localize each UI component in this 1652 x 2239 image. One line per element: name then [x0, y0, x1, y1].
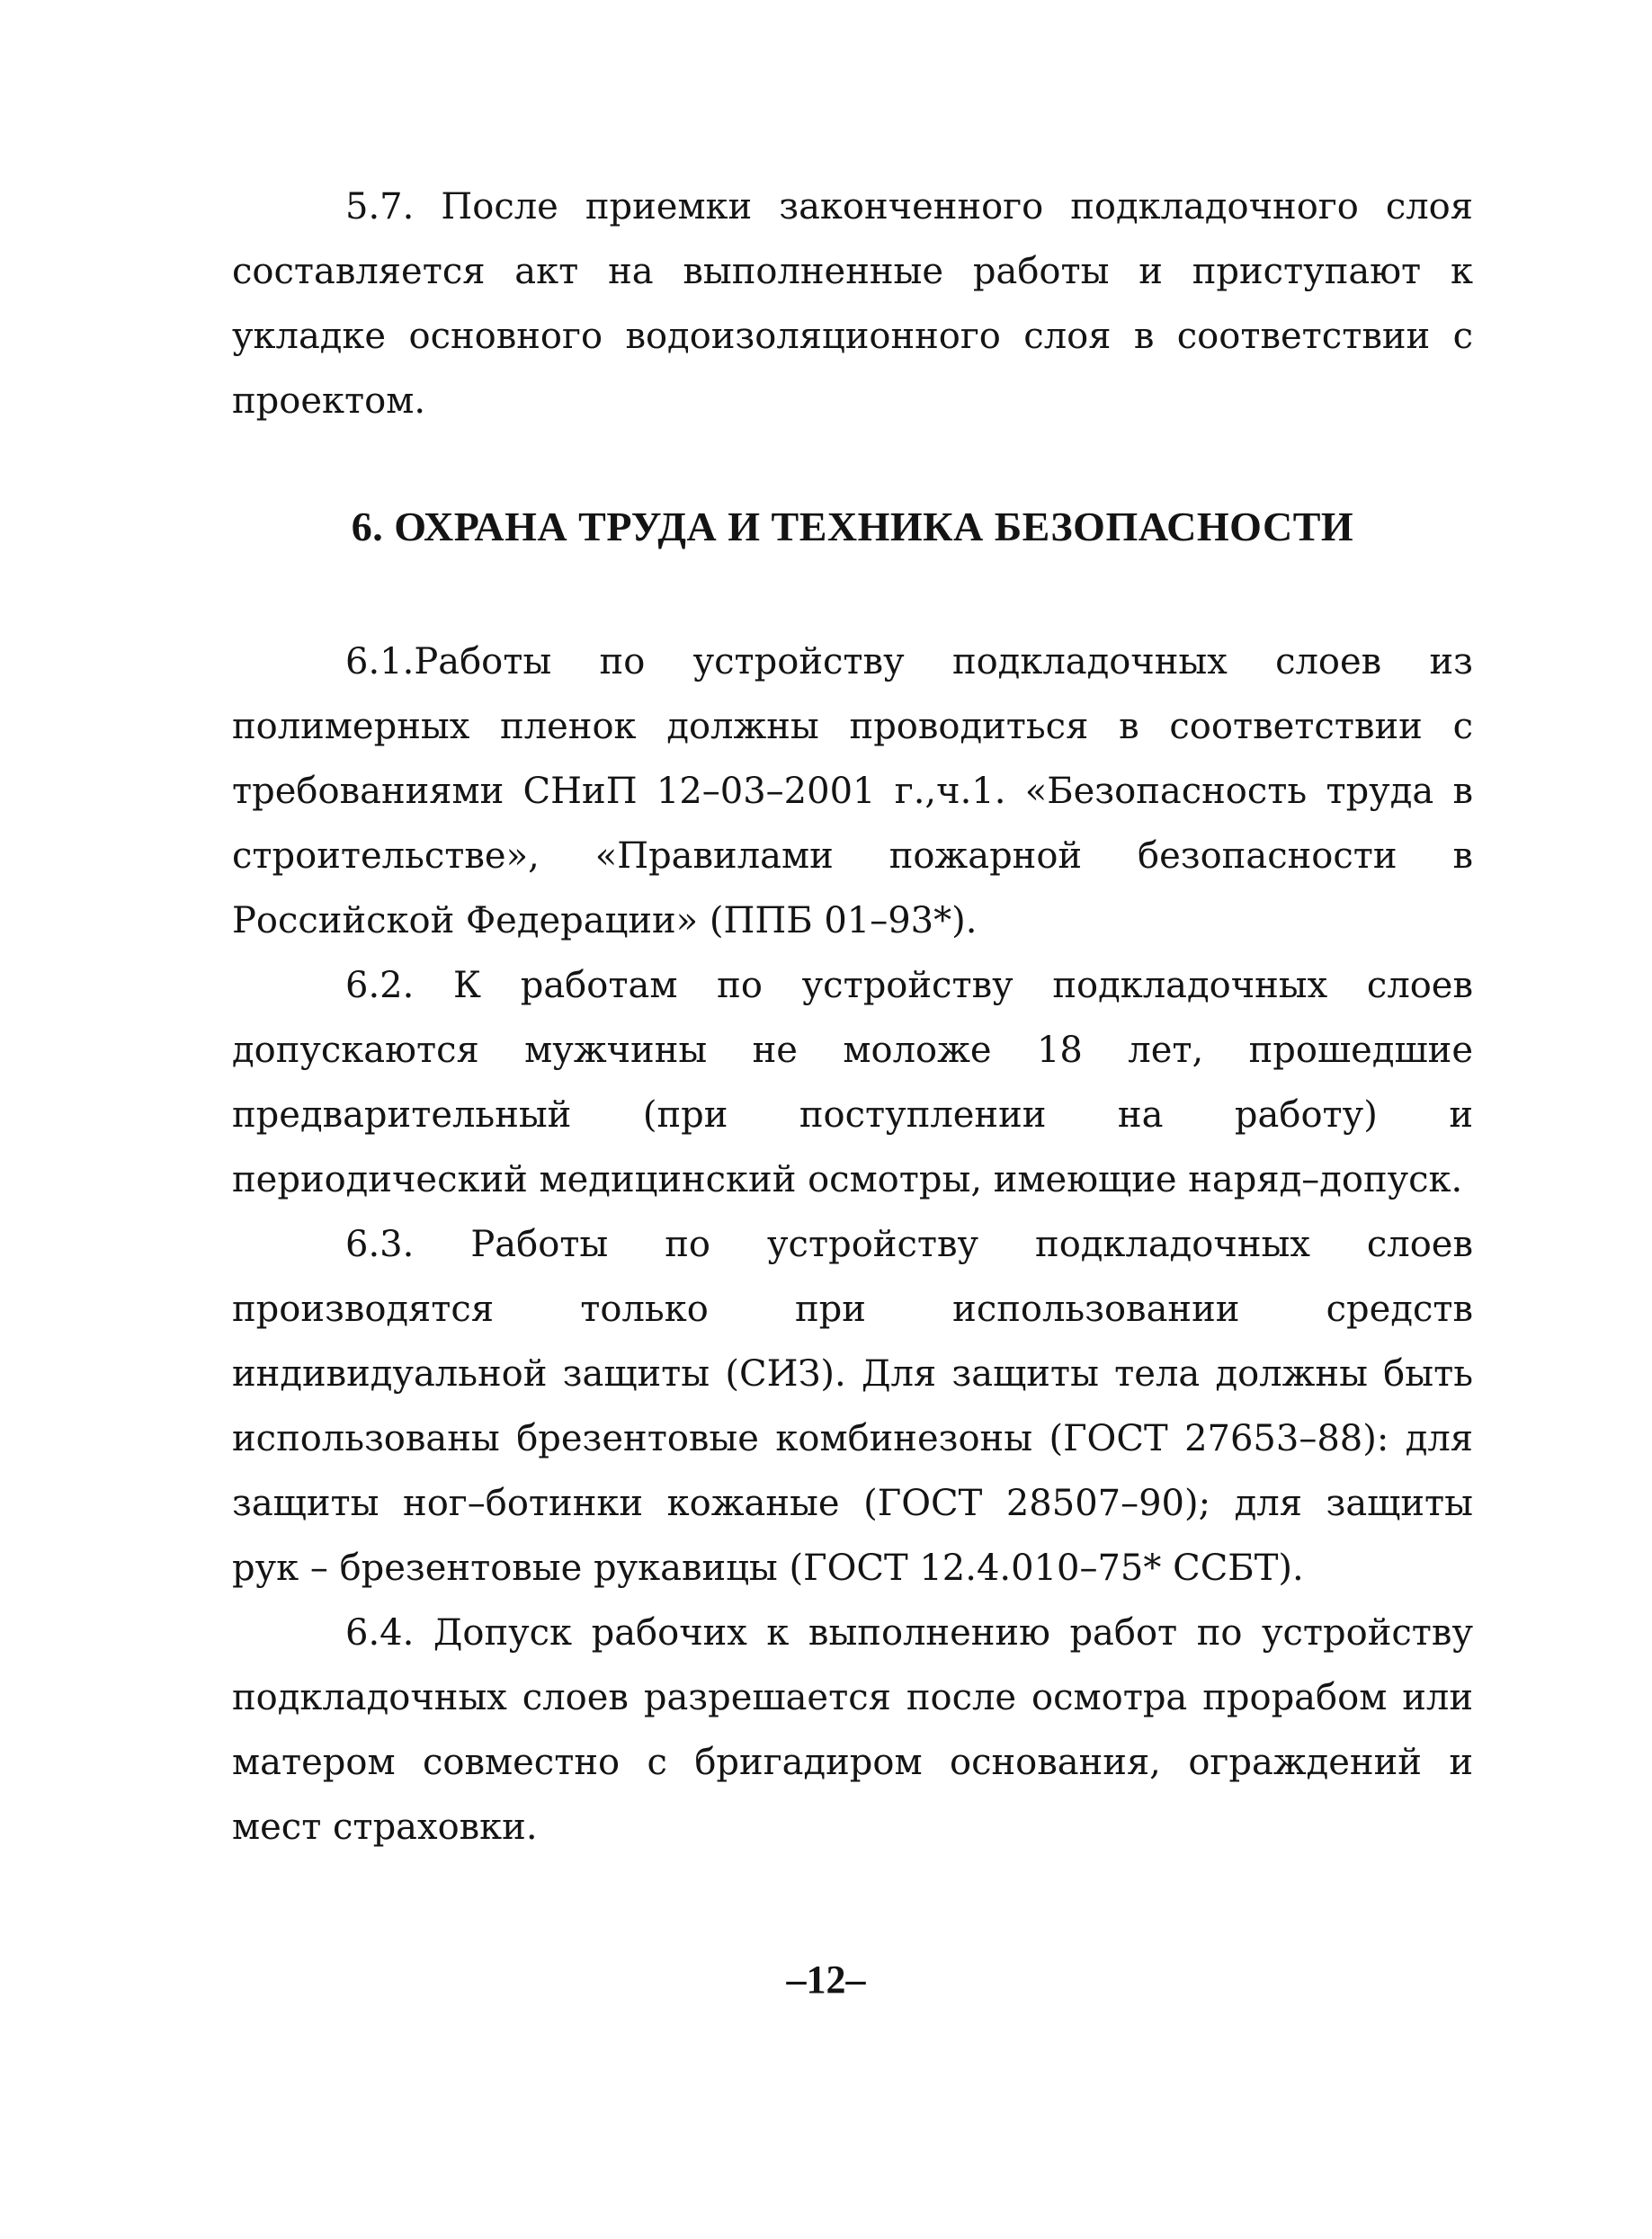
- paragraph-6-1: 6.1.Работы по устройству подкладочных слоев из полимерных пленок должны проводиться в соответствии с требованиями СНиП 12–03–2001 г.,ч.1. «Безопасность труда в строительстве», «Правилами пожарной безопасности в Российской Федерации» (ППБ 01–93*).: [232, 641, 1473, 941]
- section-heading: 6. ОХРАНА ТРУДА И ТЕХНИКА БЕЗОПАСНОСТИ: [351, 504, 1354, 549]
- paragraph-6-2: 6.2. К работам по устройству подкладочных слоев допускаются мужчины не моложе 18 лет, прошедшие предварительный (при поступлении на работу) и периодический медицинский осмотры, имеющие наряд–допуск.: [232, 965, 1473, 1200]
- page-number: –12–: [786, 1958, 866, 2002]
- top-text-block: [232, 174, 1473, 433]
- paragraph-6-3: 6.3. Работы по устройству подкладочных слоев производятся только при использовании средств индивидуальной защиты (СИЗ). Для защиты тела должны быть использованы брезентовые комбинезоны (ГОСТ 27653–88): для защиты ног–ботинки кожаные (ГОСТ 28507–90); для защиты рук – брезентовые рукавицы (ГОСТ 12.4.010–75* ССБТ).: [232, 1224, 1473, 1589]
- paragraph-5-7: 5.7. После приемки законченного подкладочного слоя составляется акт на выполненные работы и приступают к укладке основного водоизоляционного слоя в соответствии с проектом.: [232, 186, 1473, 422]
- paragraph-6-4: 6.4. Допуск рабочих к выполнению работ по устройству подкладочных слоев разрешается после осмотра прорабом или матером совместно с бригадиром основания, ограждений и мест страховки.: [232, 1612, 1473, 1848]
- section-text-block: [232, 629, 1473, 1860]
